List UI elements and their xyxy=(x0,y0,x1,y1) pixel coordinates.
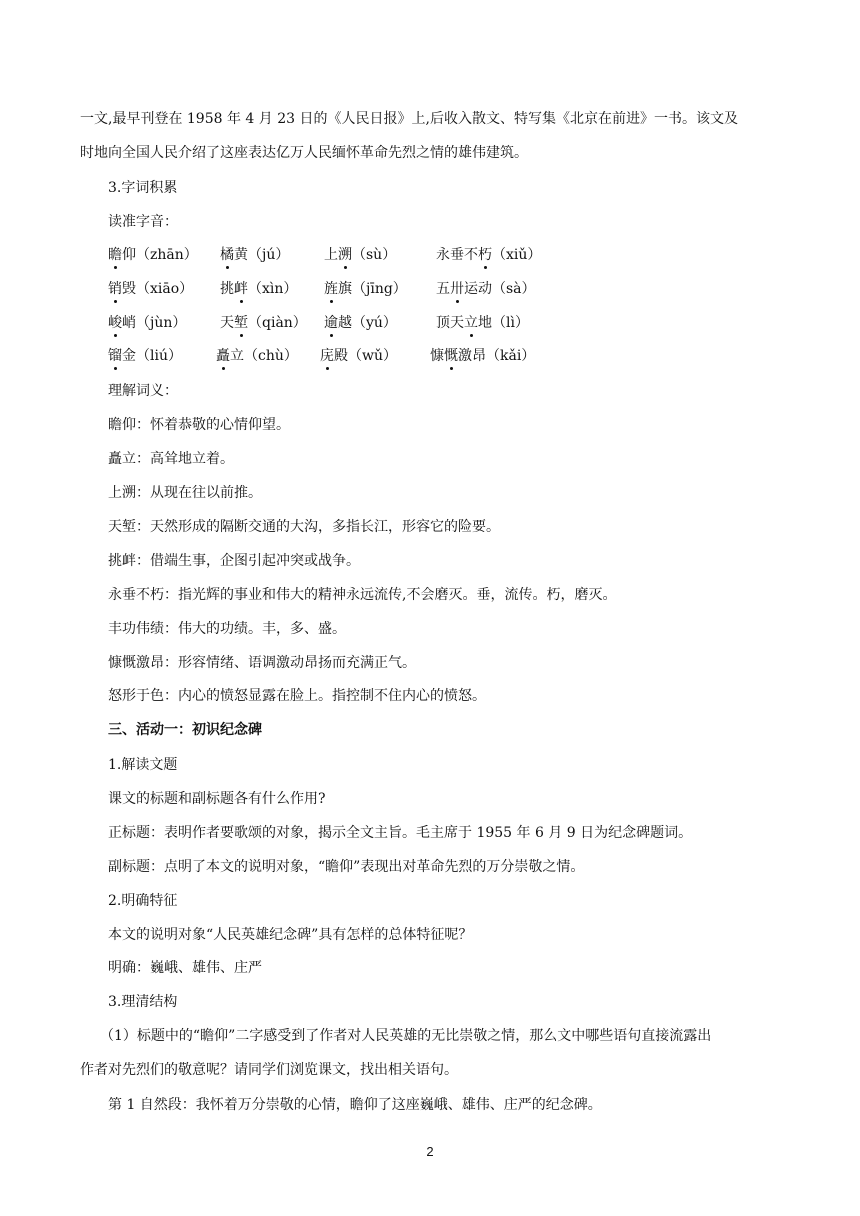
pronunciation-item: 瞻仰（zhān） xyxy=(108,247,198,263)
pronunciation-item: 顶天立地（lì） xyxy=(436,315,529,331)
pronunciation-item: 上溯（sù） xyxy=(324,247,397,263)
meaning-label: 理解词义： xyxy=(108,383,178,399)
intro-line-2: 时地向全国人民介绍了这座表达亿万人民缅怀革命先烈之情的雄伟建筑。 xyxy=(80,145,528,161)
meaning-item: 怒形于色：内心的愤怒显露在脸上。指控制不住内心的愤怒。 xyxy=(108,688,486,704)
pronunciation-item: 橘黄（jú） xyxy=(220,247,290,263)
pronunciation-item: 慷慨激昂（kǎi） xyxy=(430,348,536,364)
intro-line-1: 一文,最早刊登在 1958 年 4 月 23 日的《人民日报》上,后收入散文、特写集《北京在前进》一书。该文及 xyxy=(80,111,738,127)
pronunciation-item: 永垂不朽（xiǔ） xyxy=(436,247,542,263)
section-title-word-accumulation: 3.字词积累 xyxy=(108,180,178,196)
question-text: 本文的说明对象“人民英雄纪念碑”具有怎样的总体特征呢？ xyxy=(108,927,473,943)
pronunciation-item: 五卅运动（sà） xyxy=(436,281,536,297)
pronunciation-item: 天堑（qiàn） xyxy=(220,315,307,331)
meaning-item: 瞻仰：怀着恭敬的心情仰望。 xyxy=(108,417,290,433)
pronounce-label: 读准字音： xyxy=(108,214,178,230)
pronunciation-item: 矗立（chù） xyxy=(216,348,298,364)
pronunciation-item: 逾越（yú） xyxy=(324,315,397,331)
pronunciation-item: 庑殿（wǔ） xyxy=(320,348,397,364)
pronunciation-item: 挑衅（xìn） xyxy=(220,281,298,297)
question-text: 作者对先烈们的敬意呢？请同学们浏览课文，找出相关语句。 xyxy=(80,1062,458,1078)
answer-text: 副标题：点明了本文的说明对象，“瞻仰”表现出对革命先烈的万分崇敬之情。 xyxy=(108,859,585,875)
pronunciation-item: 旌旗（jīng） xyxy=(324,281,407,297)
question-text: 课文的标题和副标题各有什么作用? xyxy=(108,791,326,807)
subsection-title: 2.明确特征 xyxy=(108,893,178,909)
meaning-item: 矗立：高耸地立着。 xyxy=(108,451,234,467)
question-text: （1）标题中的“瞻仰”二字感受到了作者对人民英雄的无比崇敬之情，那么文中哪些语句直接流露出 xyxy=(100,1028,712,1044)
meaning-item: 丰功伟绩：伟大的功绩。丰，多、盛。 xyxy=(108,621,346,637)
meaning-item: 挑衅：借端生事，企图引起冲突或战争。 xyxy=(108,553,360,569)
pronunciation-item: 峻峭（jùn） xyxy=(108,315,187,331)
pronunciation-item: 销毁（xiāo） xyxy=(108,281,194,297)
activity-heading: 三、活动一：初识纪念碑 xyxy=(108,722,262,738)
subsection-title: 1.解读文题 xyxy=(108,757,178,773)
answer-text: 明确：巍峨、雄伟、庄严 xyxy=(108,960,262,976)
answer-text: 正标题：表明作者要歌颂的对象，揭示全文主旨。毛主席于 1955 年 6 月 9 日为纪念碑题词。 xyxy=(108,825,693,841)
subsection-title: 3.理清结构 xyxy=(108,994,178,1010)
meaning-item: 慷慨激昂：形容情绪、语调激动昂扬而充满正气。 xyxy=(108,655,416,671)
meaning-item: 永垂不朽：指光辉的事业和伟大的精神永远流传,不会磨灭。垂，流传。朽，磨灭。 xyxy=(108,587,617,603)
pronunciation-item: 镏金（liú） xyxy=(108,348,182,364)
answer-text: 第 1 自然段：我怀着万分崇敬的心情，瞻仰了这座巍峨、雄伟、庄严的纪念碑。 xyxy=(108,1097,602,1113)
meaning-item: 天堑：天然形成的隔断交通的大沟，多指长江，形容它的险要。 xyxy=(108,519,500,535)
page-number: 2 xyxy=(426,1144,434,1159)
meaning-item: 上溯：从现在往以前推。 xyxy=(108,485,262,501)
